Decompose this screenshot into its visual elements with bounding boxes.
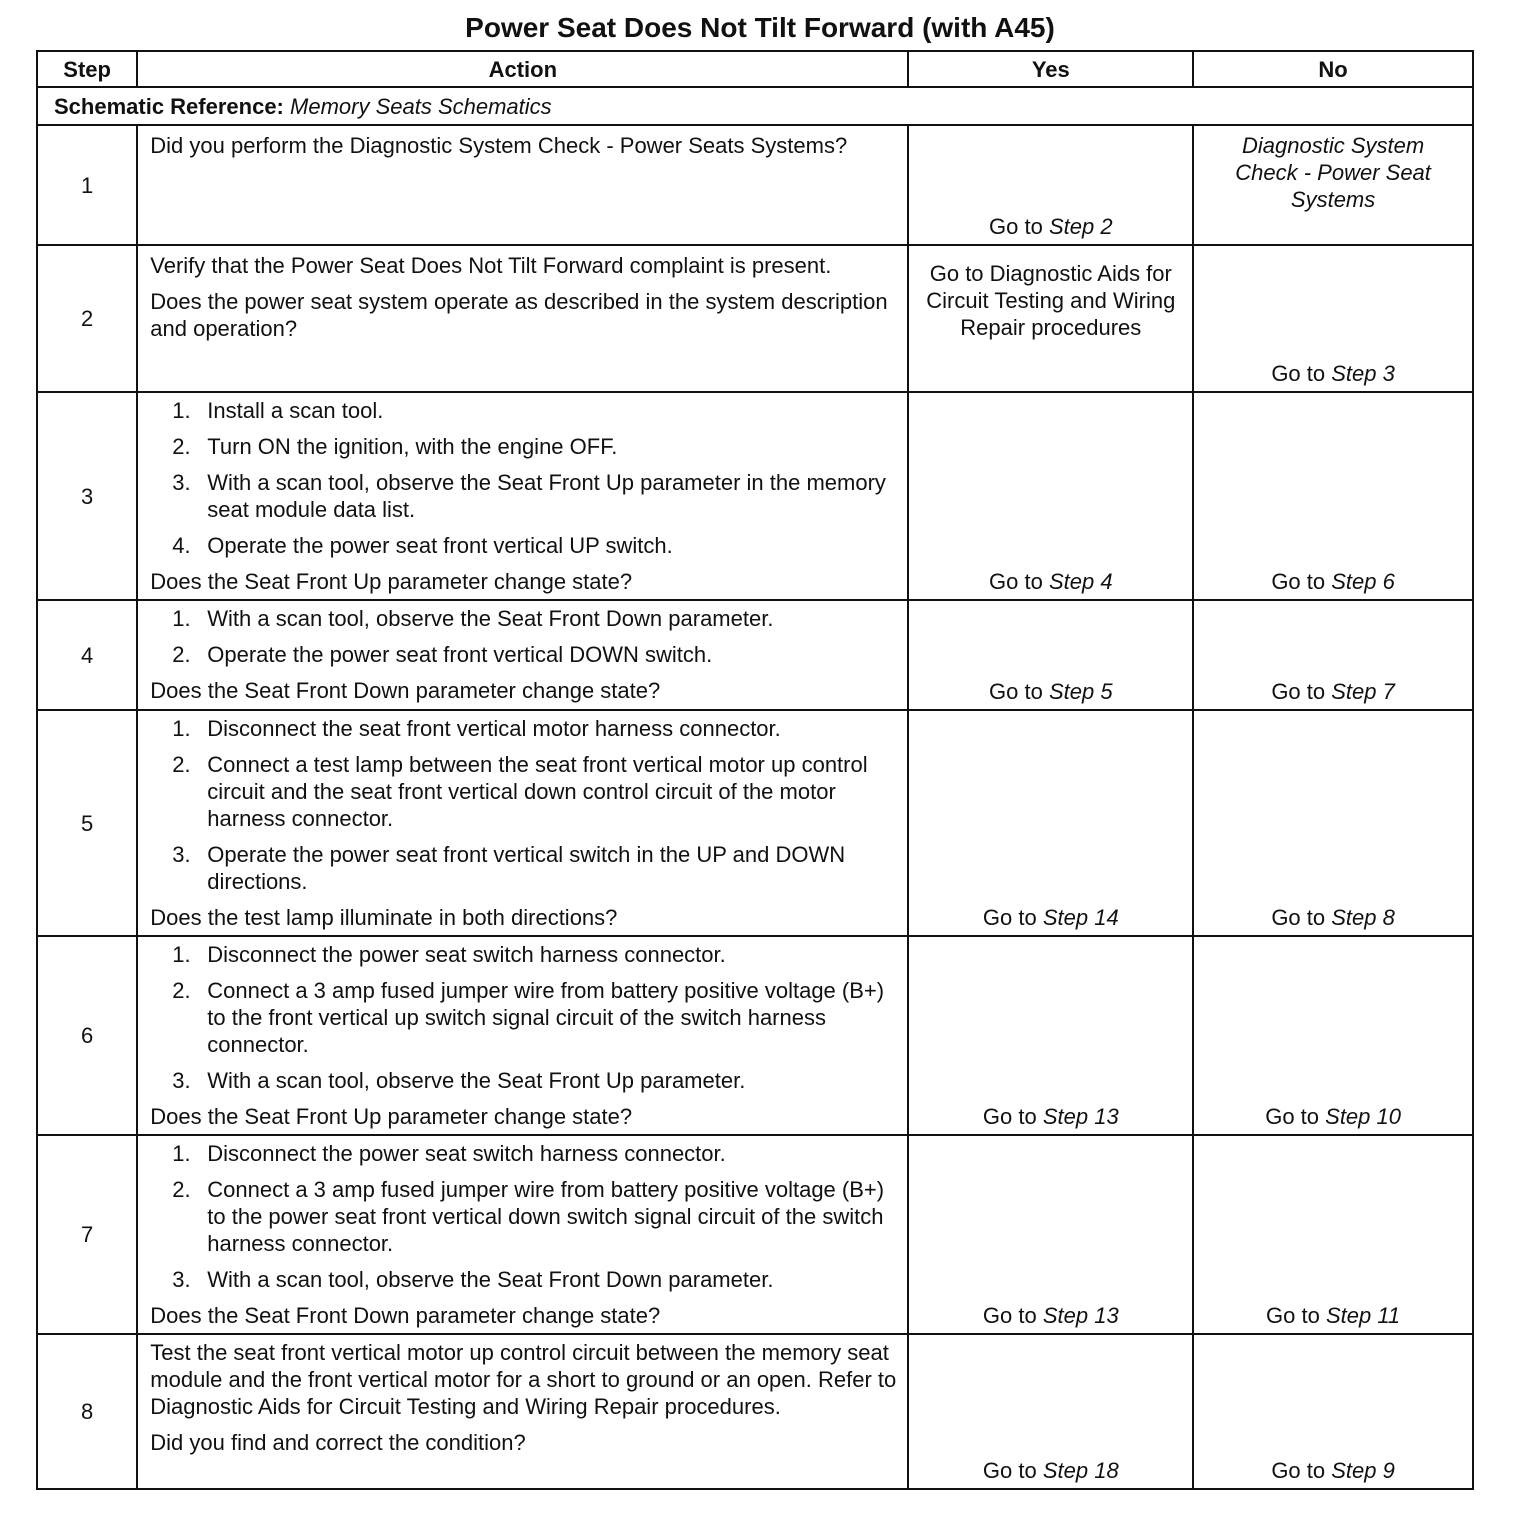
list-item: 3. With a scan tool, observe the Seat Front Down parameter. [172, 1267, 774, 1292]
list-item: 2. Operate the power seat front vertical DOWN switch. [172, 642, 713, 667]
action-question: Did you perform the Diagnostic System Check - Power Seats Systems? [150, 133, 848, 158]
action-cell [137, 245, 908, 392]
step-number: 6 [37, 936, 137, 1135]
list-item: 1. Install a scan tool. [172, 398, 384, 423]
step-number: 1 [37, 125, 137, 245]
yes-go-to: Go to [982, 905, 1037, 930]
no-cell [1193, 600, 1473, 710]
yes-go-to: Go to [982, 1303, 1037, 1328]
no-cell [1193, 936, 1473, 1135]
action-question: Did you find and correct the condition? [150, 1430, 526, 1455]
schematic-reference-row [37, 87, 1473, 125]
step-number: 5 [37, 710, 137, 936]
list-item: 2. Turn ON the ignition, with the engine OFF. [172, 434, 618, 459]
yes-go-to: Go to [982, 1458, 1037, 1483]
yes-go-to: Go to [989, 214, 1043, 239]
step-number: 8 [37, 1334, 137, 1489]
yes-reference-link[interactable]: Go to Diagnostic Aids for Circuit Testing and Wiring Repair procedures [926, 261, 1176, 340]
action-cell [137, 1135, 908, 1334]
schematic-reference-label: Schematic Reference: [54, 93, 284, 119]
step-number: 7 [37, 1135, 137, 1334]
list-item: 1. Disconnect the power seat switch harness connector. [172, 942, 726, 967]
list-item: 1. Disconnect the power seat switch harness connector. [172, 1141, 726, 1166]
action-cell [137, 125, 908, 245]
no-cell [1193, 1135, 1473, 1334]
header-step: Step [37, 51, 137, 87]
step-row-2 [37, 245, 1473, 392]
action-cell [137, 600, 908, 710]
list-item: 2. Connect a 3 amp fused jumper wire from battery positive voltage (B+) to the power seat front vertical down switch signal circuit of the switch harness connector. [172, 1177, 885, 1256]
yes-step-link[interactable]: Step 18 [1042, 1458, 1119, 1483]
no-cell [1193, 710, 1473, 936]
schematic-reference [37, 87, 1473, 125]
yes-step-link[interactable]: Step 13 [1042, 1104, 1119, 1129]
step-row-6 [37, 936, 1473, 1135]
list-item: 4. Operate the power seat front vertical UP switch. [172, 533, 673, 558]
no-step-link[interactable]: Step 3 [1331, 361, 1395, 386]
action-question: Does the Seat Front Up parameter change state? [150, 569, 633, 594]
list-item: 3. With a scan tool, observe the Seat Front Up parameter in the memory seat module data list. [172, 470, 886, 522]
list-item: 3. Operate the power seat front vertical switch in the UP and DOWN directions. [172, 842, 846, 894]
yes-cell [908, 125, 1193, 245]
action-steps-list [150, 715, 897, 895]
step-row-4 [37, 600, 1473, 710]
action-question: Does the Seat Front Up parameter change state? [150, 1104, 633, 1129]
step-row-7 [37, 1135, 1473, 1334]
action-question: Does the power seat system operate as described in the system description and operation? [150, 289, 888, 341]
no-go-to: Go to [1266, 1303, 1320, 1328]
yes-step-link[interactable]: Step 2 [1048, 214, 1113, 239]
yes-step-link[interactable]: Step 14 [1042, 905, 1119, 930]
no-cell [1193, 125, 1473, 245]
action-instruction: Test the seat front vertical motor up control circuit between the memory seat module and the front vertical motor for a short to ground or an open. Refer to Diagnostic Aids for Circuit Testing and Wiring Repair procedures. [150, 1340, 897, 1419]
action-question: Does the test lamp illuminate in both directions? [150, 905, 618, 930]
no-step-link[interactable]: Step 8 [1331, 905, 1395, 930]
action-cell [137, 710, 908, 936]
page-title: Power Seat Does Not Tilt Forward (with A45) [465, 12, 1055, 43]
action-question: Does the Seat Front Down parameter change state? [150, 1303, 661, 1328]
header-yes: Yes [908, 51, 1193, 87]
yes-cell [908, 936, 1193, 1135]
no-step-link[interactable]: Step 9 [1331, 1458, 1395, 1483]
yes-go-to: Go to [989, 679, 1043, 704]
action-steps-list [150, 605, 897, 668]
yes-cell [908, 245, 1193, 392]
action-cell [137, 1334, 908, 1489]
yes-go-to: Go to [982, 1104, 1037, 1129]
list-item: 1. Disconnect the seat front vertical motor harness connector. [172, 716, 781, 741]
action-instruction: Verify that the Power Seat Does Not Tilt Forward complaint is present. [150, 253, 832, 278]
yes-step-link[interactable]: Step 4 [1048, 569, 1113, 594]
no-go-to: Go to [1271, 905, 1326, 930]
step-row-1 [37, 125, 1473, 245]
step-row-5 [37, 710, 1473, 936]
no-go-to: Go to [1271, 1458, 1326, 1483]
step-number: 4 [37, 600, 137, 710]
no-cell [1193, 245, 1473, 392]
header-row [37, 51, 1473, 87]
list-item: 3. With a scan tool, observe the Seat Front Up parameter. [172, 1068, 746, 1093]
step-number: 2 [37, 245, 137, 392]
header-action: Action [137, 51, 908, 87]
diagnostic-table [36, 50, 1474, 1490]
no-go-to: Go to [1265, 1104, 1320, 1129]
no-step-link[interactable]: Step 10 [1325, 1104, 1401, 1129]
list-item: 1. With a scan tool, observe the Seat Front Down parameter. [172, 606, 774, 631]
no-step-link[interactable]: Step 7 [1331, 679, 1395, 704]
action-steps-list [150, 941, 897, 1094]
no-step-link[interactable]: Step 11 [1325, 1303, 1401, 1328]
yes-step-link[interactable]: Step 13 [1042, 1303, 1119, 1328]
step-row-3 [37, 392, 1473, 600]
action-cell [137, 936, 908, 1135]
list-item: 2. Connect a 3 amp fused jumper wire from battery positive voltage (B+) to the front vertical up switch signal circuit of the switch harness connector. [172, 978, 885, 1057]
no-reference-link[interactable]: Diagnostic System Check - Power Seat Systems [1235, 133, 1431, 212]
action-steps-list [150, 1140, 897, 1293]
no-cell [1193, 392, 1473, 600]
schematic-reference-link[interactable]: Memory Seats Schematics [290, 93, 552, 119]
no-go-to: Go to [1271, 679, 1326, 704]
yes-cell [908, 710, 1193, 936]
yes-cell [908, 1135, 1193, 1334]
no-go-to: Go to [1271, 569, 1326, 594]
yes-go-to: Go to [989, 569, 1043, 594]
list-item: 2. Connect a test lamp between the seat front vertical motor up control circuit and the seat front vertical down control circuit of the motor harness connector. [172, 752, 868, 831]
action-cell [137, 392, 908, 600]
no-cell [1193, 1334, 1473, 1489]
header-no: No [1193, 51, 1473, 87]
step-number: 3 [37, 392, 137, 600]
action-steps-list [150, 397, 897, 559]
step-row-8 [37, 1334, 1473, 1489]
no-step-link[interactable]: Step 6 [1331, 569, 1395, 594]
yes-cell [908, 600, 1193, 710]
yes-cell [908, 392, 1193, 600]
action-question: Does the Seat Front Down parameter change state? [150, 678, 661, 703]
yes-step-link[interactable]: Step 5 [1048, 679, 1113, 704]
yes-cell [908, 1334, 1193, 1489]
no-go-to: Go to [1271, 361, 1326, 386]
